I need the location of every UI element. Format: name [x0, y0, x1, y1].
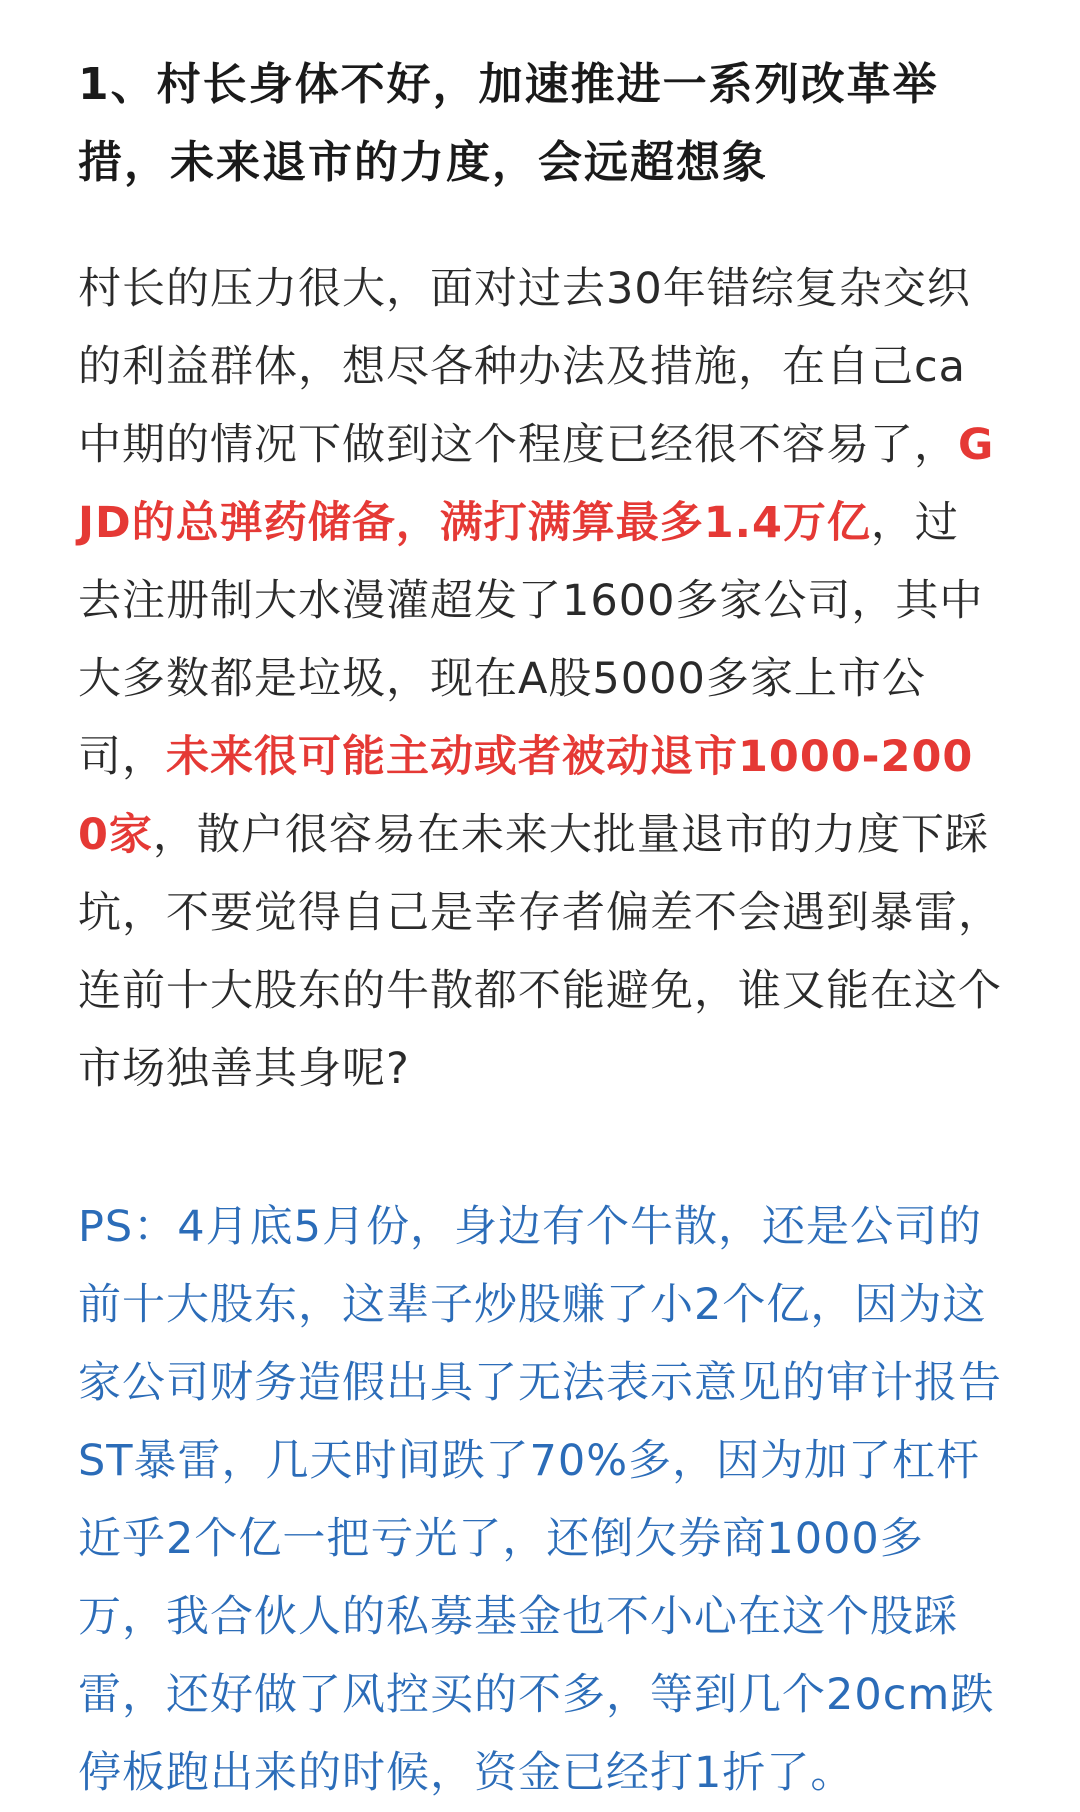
highlight-text: 未来很可能主动或者被动退市1000-2000家: [78, 732, 974, 860]
body-text: 村长的压力很大，面对过去30年错综复杂交织的利益群体，想尽各种办法及措施，在自己ca中期的情况下做到这个程度已经很不容易了，: [78, 264, 971, 470]
body-text: ，散户很容易在未来大批量退市的力度下踩坑，不要觉得自己是幸存者偏差不会遇到暴雷，连前十大股东的牛散都不能避免，谁又能在这个市场独善其身呢?: [78, 810, 1002, 1094]
highlight-text: GJD的总弹药储备，满打满算最多1.4万亿: [78, 420, 995, 548]
body-text: ，过去注册制大水漫灌超发了1600多家公司，其中大多数都是垃圾，现在A股5000多家上市公司，: [78, 498, 984, 782]
ps-paragraph: PS：4月底5月份，身边有个牛散，还是公司的前十大股东，这辈子炒股赚了小2个亿，因为这家公司财务造假出具了无法表示意见的审计报告ST暴雷，几天时间跌了70%多，因为加了杠杆近乎2个亿一把亏光了，还倒欠券商1000多万，我合伙人的私募基金也不小心在这个股踩雷，还好做了风控买的不多，等到几个20cm跌停板跑出来的时候，资金已经打1折了。: [78, 1202, 1002, 1798]
body-paragraph: [78, 250, 1002, 1108]
section-heading: 1、村长身体不好，加速推进一系列改革举措，未来退市的力度，会远超想象: [78, 59, 939, 188]
